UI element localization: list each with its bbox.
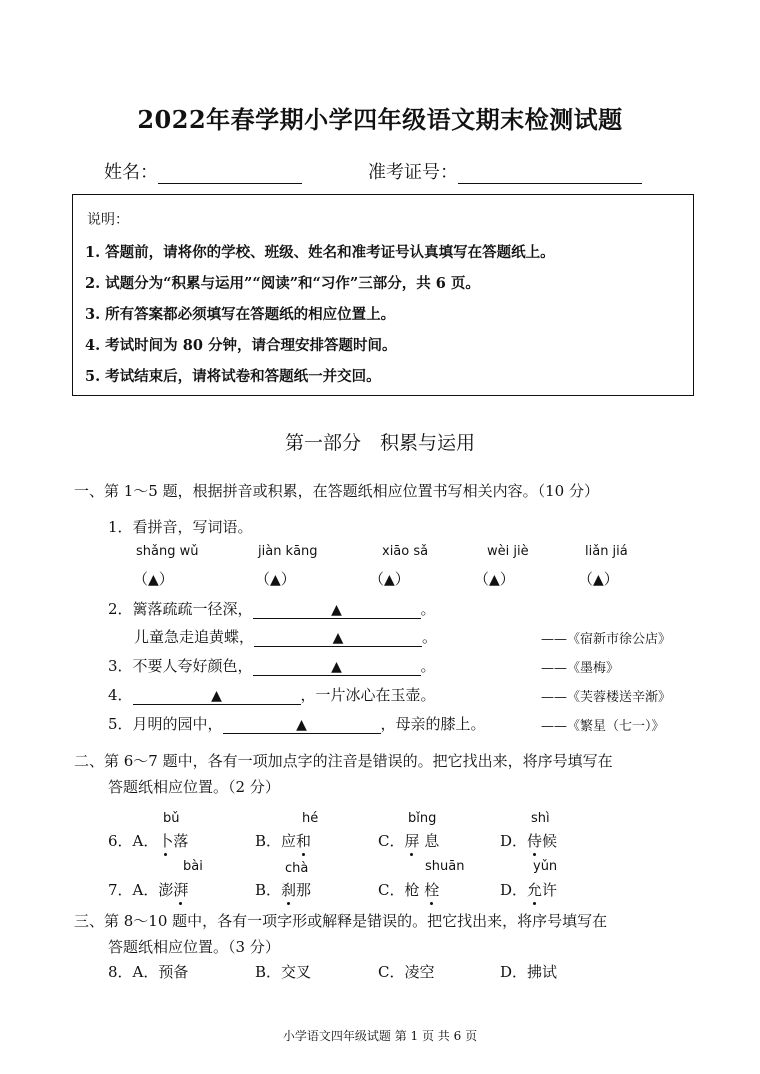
name-label: 姓名： (104, 162, 158, 183)
triangle-icon: ▲ (148, 572, 159, 588)
pinyin: liǎn jiá (585, 544, 628, 559)
notice-box (72, 194, 694, 396)
triangle-icon: ▲ (331, 602, 342, 618)
pinyin: shǎng wǔ (136, 544, 199, 559)
pinyin: xiāo sǎ (382, 544, 429, 559)
answer-blank (133, 687, 301, 705)
source-citation: ——《宿新市徐公店》 (541, 632, 672, 647)
triangle-icon: ▲ (211, 688, 222, 704)
answer-blank (254, 629, 422, 647)
notice-item: 5. 考试结束后，请将试卷和答题纸一并交回。 (85, 368, 381, 385)
pinyin: bǐng (408, 811, 437, 826)
page-footer: 小学语文四年级试题 第 1 页 共 6 页 (282, 1029, 478, 1043)
pinyin: yǔn (533, 859, 558, 874)
q3-stem: 三、第 8～10 题中，各有一项字形或解释是错误的。把它找出来，将序号填写在 (74, 912, 608, 930)
q5-line: 5．月明的园中， ▲ ，母亲的膝上。 (108, 715, 486, 733)
answer-bracket-1: （▲） (133, 570, 174, 588)
q8-row: 8．A．预备 (108, 963, 189, 981)
q8-option-d: D．拂试 (500, 963, 558, 981)
pinyin: chà (285, 861, 309, 876)
answer-bracket-5: （▲） (578, 570, 619, 588)
exam-id-blank (458, 163, 642, 184)
q6-option-c: C．屏 息 (378, 832, 440, 850)
triangle-icon: ▲ (593, 572, 604, 588)
triangle-icon: ▲ (332, 630, 344, 646)
q7-row: 7．A．澎湃 (108, 881, 189, 899)
q3-line: 3．不要人夸好颜色， ▲ 。 (108, 657, 436, 675)
notice-item: 2. 试题分为“积累与运用”“阅读”和“习作”三部分，共 6 页。 (85, 275, 480, 292)
q6-option-d: D．侍候 (500, 832, 558, 850)
q6-row: 6．A．卜落 (108, 832, 189, 850)
source-citation: ——《墨梅》 (541, 661, 620, 676)
answer-bracket-4: （▲） (474, 570, 515, 588)
name-blank (158, 163, 302, 184)
q7-option-c: C．枪 栓 (378, 881, 440, 899)
q3-stem-cont: 答题纸相应位置。（3 分） (108, 938, 280, 956)
triangle-icon: ▲ (489, 572, 500, 588)
triangle-icon: ▲ (331, 659, 342, 675)
pinyin: hé (302, 811, 319, 826)
q1-sub1: 1．看拼音，写词语。 (108, 518, 253, 536)
q2-line1: 2．篱落疏疏一径深， ▲ 。 (108, 600, 436, 618)
answer-blank (253, 658, 421, 676)
q8-option-b: B．交叉 (255, 963, 312, 981)
section-title: 第一部分 积累与运用 (284, 432, 475, 454)
exam-id-field (368, 158, 642, 184)
notice-item: 1. 答题前，请将你的学校、班级、姓名和准考证号认真填写在答题纸上。 (85, 244, 555, 261)
pinyin: jiàn kāng (258, 544, 318, 559)
answer-bracket-2: （▲） (255, 570, 296, 588)
exam-id-label: 准考证号： (368, 162, 458, 183)
triangle-icon: ▲ (384, 572, 395, 588)
answer-blank (253, 601, 421, 619)
pinyin: shì (531, 811, 550, 826)
q6-option-b: B．应和 (255, 832, 312, 850)
page-title: 2022年春学期小学四年级语文期末检测试题 (137, 105, 623, 134)
q2-stem-cont: 答题纸相应位置。（2 分） (108, 778, 280, 796)
answer-blank (223, 716, 381, 734)
triangle-icon: ▲ (296, 717, 307, 733)
notice-item: 3. 所有答案都必须填写在答题纸的相应位置上。 (85, 306, 396, 323)
q2-line2: 儿童急走追黄蝶， ▲ 。 (134, 628, 438, 646)
q7-option-b: B．刹那 (255, 881, 312, 899)
q1-stem: 一、第 1～5 题，根据拼音或积累，在答题纸相应位置书写相关内容。（10 分） (74, 482, 599, 500)
pinyin: bài (183, 859, 203, 874)
name-field (104, 158, 302, 184)
q7-option-d: D．允许 (500, 881, 558, 899)
q8-option-c: C．凌空 (378, 963, 435, 981)
pinyin: wèi jiè (487, 544, 529, 559)
source-citation: ——《繁星（七一）》 (541, 719, 665, 734)
pinyin: bǔ (163, 811, 180, 826)
pinyin: shuān (425, 859, 465, 874)
notice-heading: 说明： (87, 212, 129, 228)
q2-stem: 二、第 6～7 题中，各有一项加点字的注音是错误的。把它找出来，将序号填写在 (74, 752, 613, 770)
answer-bracket-3: （▲） (369, 570, 410, 588)
notice-item: 4. 考试时间为 80 分钟，请合理安排答题时间。 (85, 337, 397, 354)
source-citation: ——《芙蓉楼送辛渐》 (541, 690, 672, 705)
triangle-icon: ▲ (270, 572, 281, 588)
q4-line: 4． ▲ ，一片冰心在玉壶。 (108, 686, 436, 704)
